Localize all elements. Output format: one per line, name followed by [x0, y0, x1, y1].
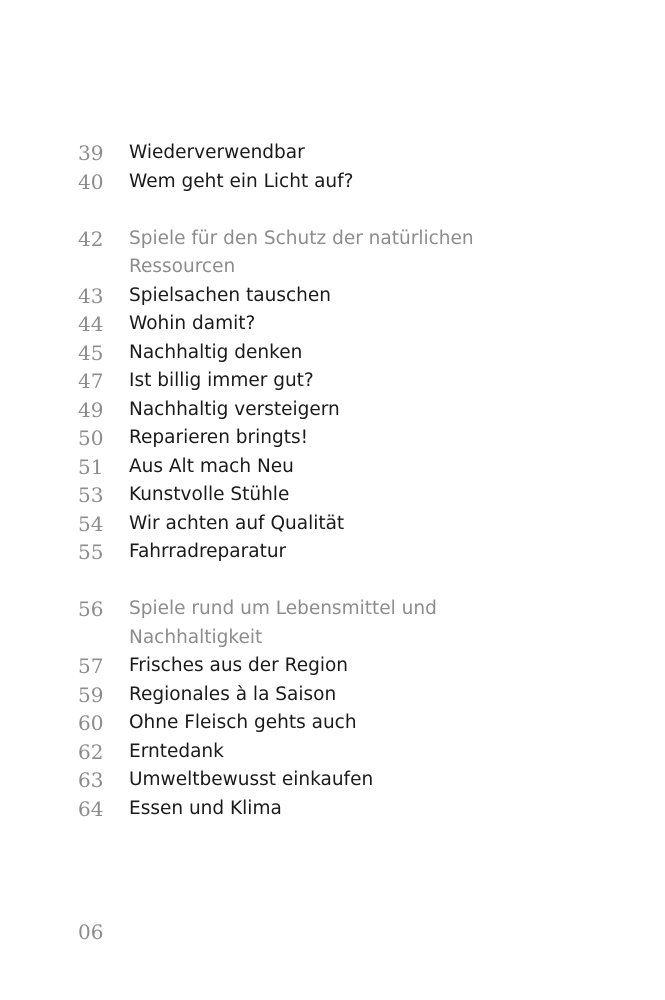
toc-section-title [129, 595, 549, 652]
toc-section-heading [0, 225, 665, 282]
toc-page-number: 39 [78, 141, 104, 165]
toc-entry-title: Erntedank [129, 740, 224, 762]
toc-section-title-line: Ressourcen [129, 256, 236, 277]
toc-entry-title: Umweltbewusst einkaufen [129, 769, 374, 790]
toc-page-number: 45 [78, 340, 104, 365]
toc-entry-title: Kunstvolle Stühle [129, 484, 290, 505]
toc-entry [0, 709, 665, 738]
toc-entry [0, 538, 665, 567]
toc-entry-title: Spielsachen tauschen [129, 284, 331, 306]
toc-entry-title: Reparieren bringts! [129, 427, 309, 448]
toc-page-number: 56 [78, 597, 104, 621]
toc-page-number: 47 [78, 369, 104, 393]
toc-entry-title: Wem geht ein Licht auf? [129, 170, 354, 192]
toc-entry [0, 139, 665, 168]
toc-page-number: 49 [78, 397, 104, 422]
table-of-contents [0, 139, 665, 823]
toc-page-number: 54 [78, 511, 104, 536]
section-spacer [0, 567, 665, 596]
toc-entry [0, 738, 665, 767]
toc-entry-title: Aus Alt mach Neu [129, 455, 294, 477]
toc-entry [0, 339, 665, 368]
toc-page-number: 51 [78, 454, 104, 479]
folio-page-number: 06 [78, 920, 104, 944]
toc-page-number: 59 [78, 682, 104, 707]
toc-page-number: 63 [78, 768, 104, 792]
toc-entry [0, 766, 665, 795]
toc-entry [0, 282, 665, 311]
toc-section-title-line: Nachhaltigkeit [129, 626, 263, 648]
toc-entry [0, 310, 665, 339]
toc-page-number: 50 [78, 426, 104, 450]
toc-entry-title: Frisches aus der Region [129, 655, 349, 676]
toc-page-number: 40 [78, 169, 104, 194]
toc-page-number: 43 [78, 283, 104, 308]
toc-page-number: 44 [78, 312, 104, 336]
toc-page-number: 60 [78, 711, 104, 735]
toc-entry-title: Wiederverwendbar [129, 142, 305, 163]
toc-entry-title: Ohne Fleisch gehts auch [129, 712, 357, 733]
toc-page-number: 57 [78, 654, 104, 678]
toc-entry [0, 681, 665, 710]
toc-entry [0, 795, 665, 824]
toc-entry [0, 652, 665, 681]
toc-page-number: 64 [78, 796, 104, 821]
toc-entry-title: Wohin damit? [129, 313, 256, 334]
toc-entry-title: Nachhaltig denken [129, 341, 303, 363]
toc-entry [0, 424, 665, 453]
toc-page-number: 55 [78, 540, 104, 564]
section-spacer [0, 196, 665, 225]
toc-page-number: 62 [78, 739, 104, 764]
toc-entry [0, 510, 665, 539]
toc-entry-title: Wir achten auf Qualität [129, 512, 345, 534]
toc-entry-title: Fahrradreparatur [129, 541, 287, 562]
toc-entry-title: Regionales à la Saison [129, 683, 337, 705]
toc-entry [0, 367, 665, 396]
toc-entry [0, 396, 665, 425]
toc-entry [0, 453, 665, 482]
toc-entry-title: Ist billig immer gut? [129, 370, 314, 391]
toc-section-title [129, 225, 549, 282]
toc-section-heading [0, 595, 665, 652]
toc-section-title-line: Spiele für den Schutz der natürlichen [129, 227, 474, 249]
toc-section-title-line: Spiele rund um Lebensmittel und [129, 598, 437, 619]
toc-page-number: 42 [78, 226, 104, 251]
toc-entry-title: Nachhaltig versteigern [129, 398, 340, 420]
toc-entry-title: Essen und Klima [129, 797, 282, 819]
toc-entry [0, 168, 665, 197]
toc-page-number: 53 [78, 483, 104, 507]
toc-entry [0, 481, 665, 510]
